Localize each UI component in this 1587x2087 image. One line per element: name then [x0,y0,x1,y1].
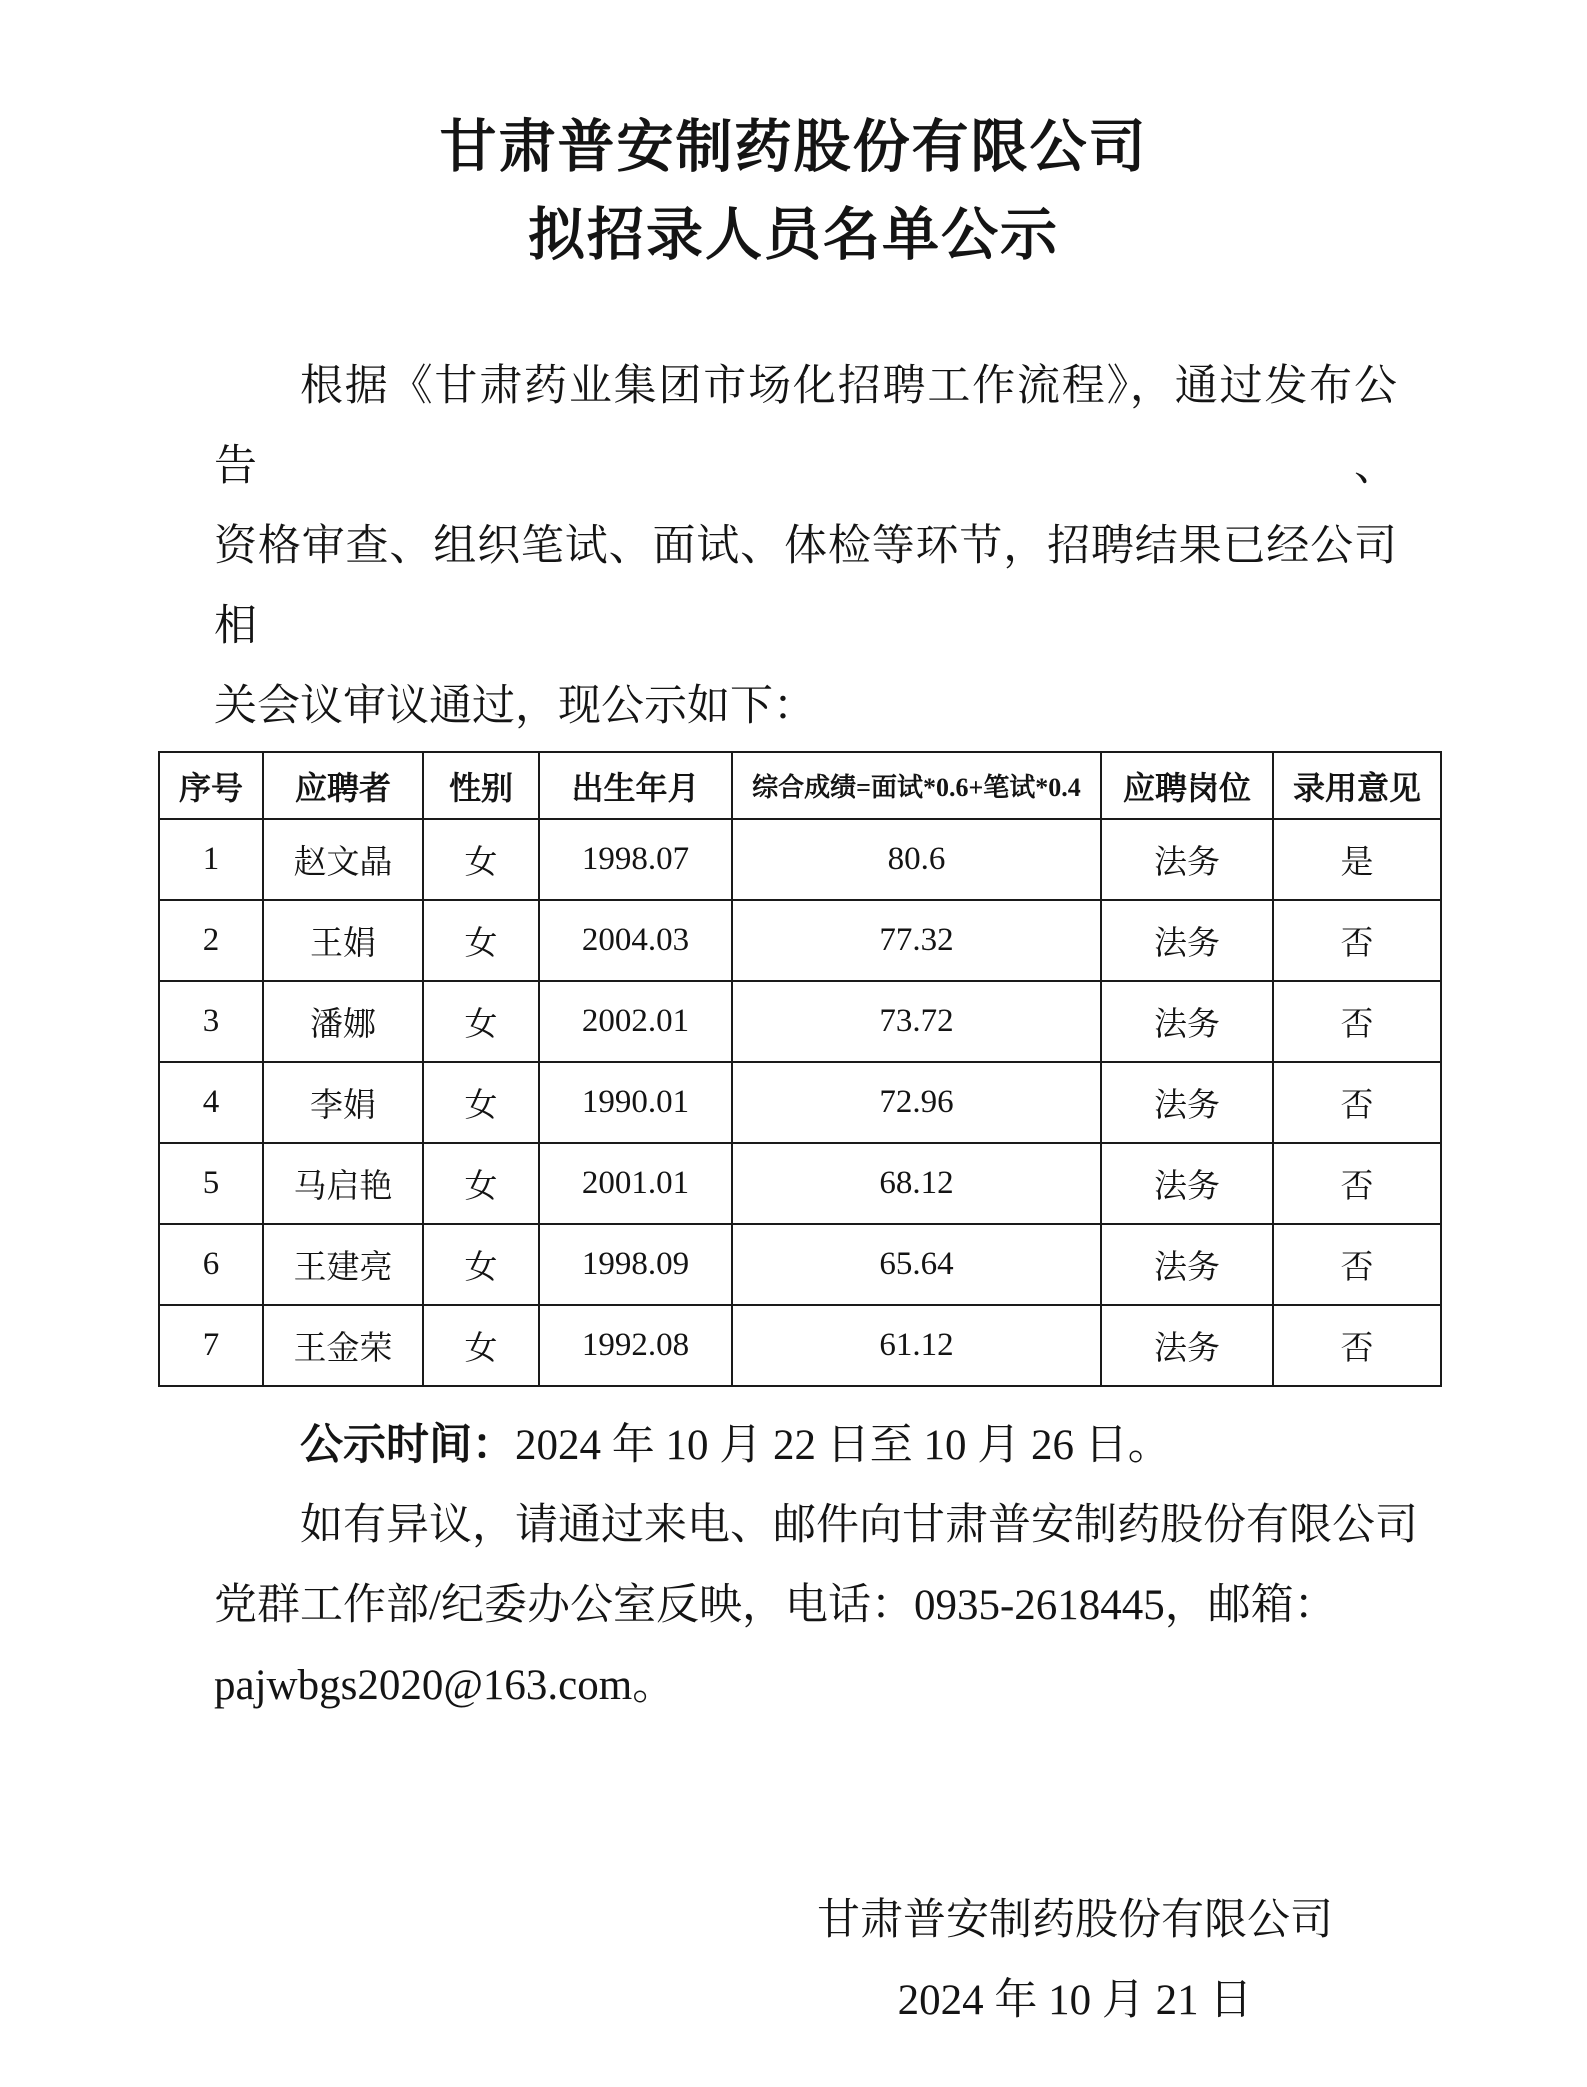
objection-line: 党群工作部/纪委办公室反映，电话：0935-2618445，邮箱： [214,1582,1337,1629]
candidate-table [158,751,1442,1387]
publicity-period-line [214,1406,1427,1486]
cell-birth: 2004.03 [539,900,732,981]
table-row [159,1305,1441,1386]
cell-birth: 1992.08 [539,1305,732,1386]
table-row [159,1224,1441,1305]
paragraph-line: 根据《甘肃药业集团市场化招聘工作流程》，通过发布公告、 [214,363,1397,490]
header-cell-name: 应聘者 [263,752,423,819]
cell-decision: 否 [1273,1305,1441,1386]
cell-gender: 女 [423,819,539,900]
cell-score: 61.12 [732,1305,1101,1386]
signature-date: 2024 年 10 月 21 日 [897,1977,1253,2024]
publicity-period-value: 2024 年 10 月 22 日至 10 月 26 日。 [515,1422,1171,1469]
cell-name: 马启艳 [263,1143,423,1224]
cell-name: 王建亮 [263,1224,423,1305]
footer-text [214,1406,1427,1726]
cell-position: 法务 [1101,1224,1273,1305]
cell-birth: 2001.01 [539,1143,732,1224]
table-row [159,1062,1441,1143]
cell-seq: 5 [159,1143,263,1224]
paragraph-line: 资格审查、组织笔试、面试、体检等环节，招聘结果已经公司相 [214,523,1397,650]
cell-seq: 6 [159,1224,263,1305]
objection-line: 如有异议，请通过来电、邮件向甘肃普安制药股份有限公司 [300,1502,1418,1549]
cell-score: 68.12 [732,1143,1101,1224]
cell-seq: 1 [159,819,263,900]
announcement-document [0,104,1587,2087]
cell-decision: 否 [1273,1062,1441,1143]
header-cell-decision: 录用意见 [1273,752,1441,819]
cell-birth: 1990.01 [539,1062,732,1143]
paragraph-line: 关会议审议通过，现公示如下： [214,683,816,730]
cell-seq: 2 [159,900,263,981]
header-cell-seq: 序号 [159,752,263,819]
cell-position: 法务 [1101,1143,1273,1224]
cell-name: 潘娜 [263,981,423,1062]
cell-decision: 是 [1273,819,1441,900]
cell-score: 65.64 [732,1224,1101,1305]
table-row [159,1143,1441,1224]
signature-block [810,1881,1340,2041]
header-cell-score: 综合成绩=面试*0.6+笔试*0.4 [732,752,1101,819]
cell-gender: 女 [423,981,539,1062]
document-title [0,104,1587,280]
cell-seq: 3 [159,981,263,1062]
cell-name: 王金荣 [263,1305,423,1386]
cell-seq: 4 [159,1062,263,1143]
table-header-row [159,752,1441,819]
cell-score: 80.6 [732,819,1101,900]
header-cell-birth: 出生年月 [539,752,732,819]
cell-birth: 1998.07 [539,819,732,900]
cell-name: 王娟 [263,900,423,981]
title-line-company: 甘肃普安制药股份有限公司 [439,116,1148,179]
header-cell-gender: 性别 [423,752,539,819]
cell-gender: 女 [423,1224,539,1305]
cell-score: 73.72 [732,981,1101,1062]
cell-score: 72.96 [732,1062,1101,1143]
cell-birth: 2002.01 [539,981,732,1062]
cell-seq: 7 [159,1305,263,1386]
cell-score: 77.32 [732,900,1101,981]
candidate-table-wrapper [158,751,1587,1387]
table-row [159,981,1441,1062]
signature-company: 甘肃普安制药股份有限公司 [817,1897,1333,1944]
cell-position: 法务 [1101,900,1273,981]
cell-decision: 否 [1273,981,1441,1062]
cell-decision: 否 [1273,900,1441,981]
cell-position: 法务 [1101,981,1273,1062]
publicity-period-label: 公示时间： [300,1422,515,1469]
cell-decision: 否 [1273,1143,1441,1224]
cell-gender: 女 [423,1305,539,1386]
cell-gender: 女 [423,1062,539,1143]
table-row [159,819,1441,900]
title-line-subject: 拟招录人员名单公示 [528,204,1059,267]
table-row [159,900,1441,981]
cell-position: 法务 [1101,1305,1273,1386]
cell-birth: 1998.09 [539,1224,732,1305]
intro-paragraph [214,347,1397,747]
contact-email-line: pajwbgs2020@163.com。 [214,1662,676,1709]
cell-decision: 否 [1273,1224,1441,1305]
cell-position: 法务 [1101,1062,1273,1143]
cell-position: 法务 [1101,819,1273,900]
header-cell-position: 应聘岗位 [1101,752,1273,819]
cell-gender: 女 [423,900,539,981]
cell-name: 赵文晶 [263,819,423,900]
cell-name: 李娟 [263,1062,423,1143]
cell-gender: 女 [423,1143,539,1224]
